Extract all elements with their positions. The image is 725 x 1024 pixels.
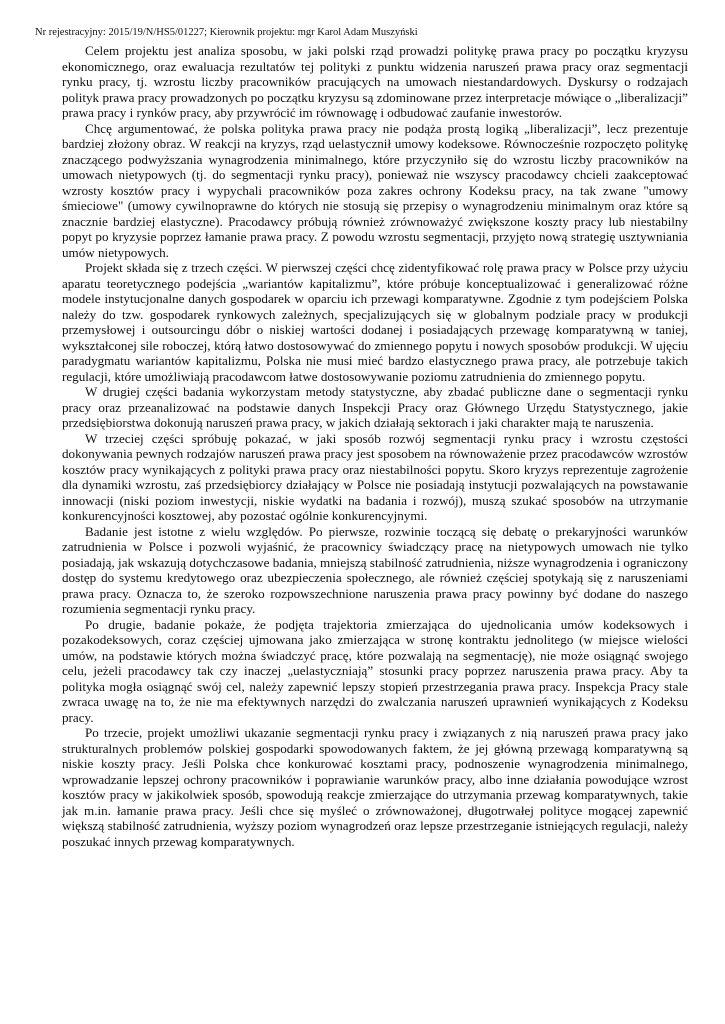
paragraph-significance-second: Po drugie, badanie pokaże, że podjęta trajektoria zmierzająca do ujednolicania umów kodeksowych i pozakodeksowych, coraz częściej ujmowana jako zmierzająca w stronę kontraktu jednolitego (w miejsce wielości umów, na podstawie których można świadczyć pracę, które pozwalają na segmentację), nie może osiągnąć swojego celu, jeżeli pracodawcy tak czy inaczej „uelastyczniają” stosunki pracy poprzez naruszenia prawa pracy. Aby ta polityka mogła osiągnąć swój cel, należy zapewnić lepszy stopień przestrzegania prawa pracy. Inspekcja Pracy stale zwraca uwagę na to, że nie ma efektywnych narzędzi do zwalczania naruszeń uprawnień wynikających z Kodeksu pracy. (62, 616, 688, 725)
paragraph-significance-first: Badanie jest istotne z wielu względów. Po pierwsze, rozwinie toczącą się debatę o prekaryjności warunków zatrudnienia w Polsce i pozwoli wyjaśnić, że pracownicy świadczący pracę na nietypowych umowach nie tylko posiadają, jak wskazują dotychczasowe badania, mniejszą stabilność zatrudnienia, niższe wynagrodzenia i ograniczony dostęp do systemu kredytowego oraz ubezpieczenia społecznego, ale również częściej spotykają się z naruszeniami prawa pracy. Oznacza to, że szeroko rozpowszechnione naruszenia prawa pracy powinny być dodane do naszego rozumienia segmentacji rynku pracy. (62, 523, 688, 616)
paragraph-intro: Celem projektu jest analiza sposobu, w jaki polski rząd prowadzi politykę prawa pracy po początku kryzysu ekonomicznego, oraz ewaluacja rezultatów tej polityki z punktu widzenia naruszeń prawa pracy oraz segmentacji rynku pracy, tj. wzrostu liczby pracowników pracujących na umowach niestandardowych. Dyskursy o rodzajach polityk prawa pracy prowadzonych po początku kryzysu są zdominowane przez interpretacje mówiące o „liberalizacji” prawa pracy i rynków pracy, aby przywrócić im równowagę i odbudować zaufanie inwestorów. (62, 43, 688, 120)
document-body (62, 43, 688, 849)
paragraph-significance-third: Po trzecie, projekt umożliwi ukazanie segmentacji rynku pracy i związanych z nią naruszeń prawa pracy jako strukturalnych problemów polskiej gospodarki spowodowanych faktem, że jej główną przewagą komparatywną są niskie koszty pracy. Jeśli Polska chce konkurować kosztami pracy, podnoszenie wynagrodzenia minimalnego, wprowadzanie lepszej ochrony pracowników i poprawianie warunków pracy, albo inne działania powodujące wzrost kosztów pracy w jakikolwiek sposób, spowodują reakcje zmierzające do utrzymania przewag komparatywnych, takie jak m.in. łamanie prawa pracy. Jeśli chce się myśleć o zrównoważonej, długotrwałej polityce mogącej zapewnić większą stabilność zatrudnienia, wyższy poziom wynagrodzeń oraz lepsze przestrzeganie istniejących regulacji, należy poszukać innych przewag komparatywnych. (62, 725, 688, 849)
paragraph-argument: Chcę argumentować, że polska polityka prawa pracy nie podąża prostą logiką „liberalizacji”, lecz prezentuje bardziej złożony obraz. W reakcji na kryzys, rząd uelastycznił umowy kodeksowe. Równocześnie rozpoczęto politykę znaczącego podwyższania wynagrodzenia minimalnego, które przyczyniło się do wzrostu liczby pracowników na umowach nietypowych (tj. do segmentacji rynku pracy), ponieważ nie wszyscy pracodawcy chcieli zaakceptować wzrosty kosztów pracy i wypychali pracowników poza zakres ochrony Kodeksu pracy, na tak zwane "umowy śmieciowe" (umowy cywilnoprawne do których nie stosują się przepisy o wynagrodzeniu minimalnym oraz które są znacznie bardziej elastyczne). Pracodawcy próbują również zrównoważyć zwiększone koszty pracy lub niestabilny popyt po kryzysie poprzez łamanie prawa pracy. Z powodu wzrostu segmentacji, przyjęto nową strategię usztywniania umów nietypowych. (62, 120, 688, 260)
paragraph-structure: Projekt składa się z trzech części. W pierwszej części chcę zidentyfikować rolę prawa pracy w Polsce przy użyciu aparatu teoretycznego podejścia „wariantów kapitalizmu”, które próbuje konceptualizować i generalizować różne modele instytucjonalne danych gospodarek w oparciu ich przewagi komparatywne. Zgodnie z tym podejściem Polska należy do tzw. gospodarek rynkowych zależnych, specjalizujących się w globalnym podziale pracy w produkcji przemysłowej i outsourcingu dóbr o niskiej wartości dodanej i posiadających przewagę komparatywną w taniej, wykształconej sile roboczej, którą łatwo dostosowywać do zmiennego popytu i nowych sposobów produkcji. W ujęciu paradygmatu wariantów kapitalizmu, Polska nie musi mieć bardzo elastycznego prawa pracy, ale potrzebuje takich regulacji, które umożliwiają pracodawcom łatwe dostosowywanie poziomu zatrudnienia do zmiennego popytu. (62, 260, 688, 384)
paragraph-part-two: W drugiej części badania wykorzystam metody statystyczne, aby zbadać publiczne dane o segmentacji rynku pracy oraz przeanalizować na podstawie danych Inspekcji Pracy oraz Głównego Urzędu Statystycznego, jakie przedsiębiorstwa dokonują naruszeń prawa pracy, w jakich działają sektorach i jaki charakter mają te naruszenia. (62, 384, 688, 430)
paragraph-part-three: W trzeciej części spróbuję pokazać, w jaki sposób rozwój segmentacji rynku pracy i wzrostu częstości dokonywania pewnych rodzajów naruszeń prawa pracy jest sposobem na równoważenie przez pracodawców wzrostów kosztów pracy wynikających z polityki prawa pracy oraz niestabilności popytu. Skoro kryzys reprezentuje zagrożenie dla dynamiki wzrostu, zaś przedsiębiorcy działający w Polsce nie posiadają instytucji pozwalających na powstawanie innowacji (niski poziom inwestycji, niskie wydatki na badania i rozwój), muszą szukać sposobów na utrzymanie konkurencyjności kosztowej, aby pozostać ogólnie konkurencyjnymi. (62, 430, 688, 523)
page-header: Nr rejestracyjny: 2015/19/N/HS5/01227; Kierownik projektu: mgr Karol Adam Muszyński (35, 27, 418, 38)
